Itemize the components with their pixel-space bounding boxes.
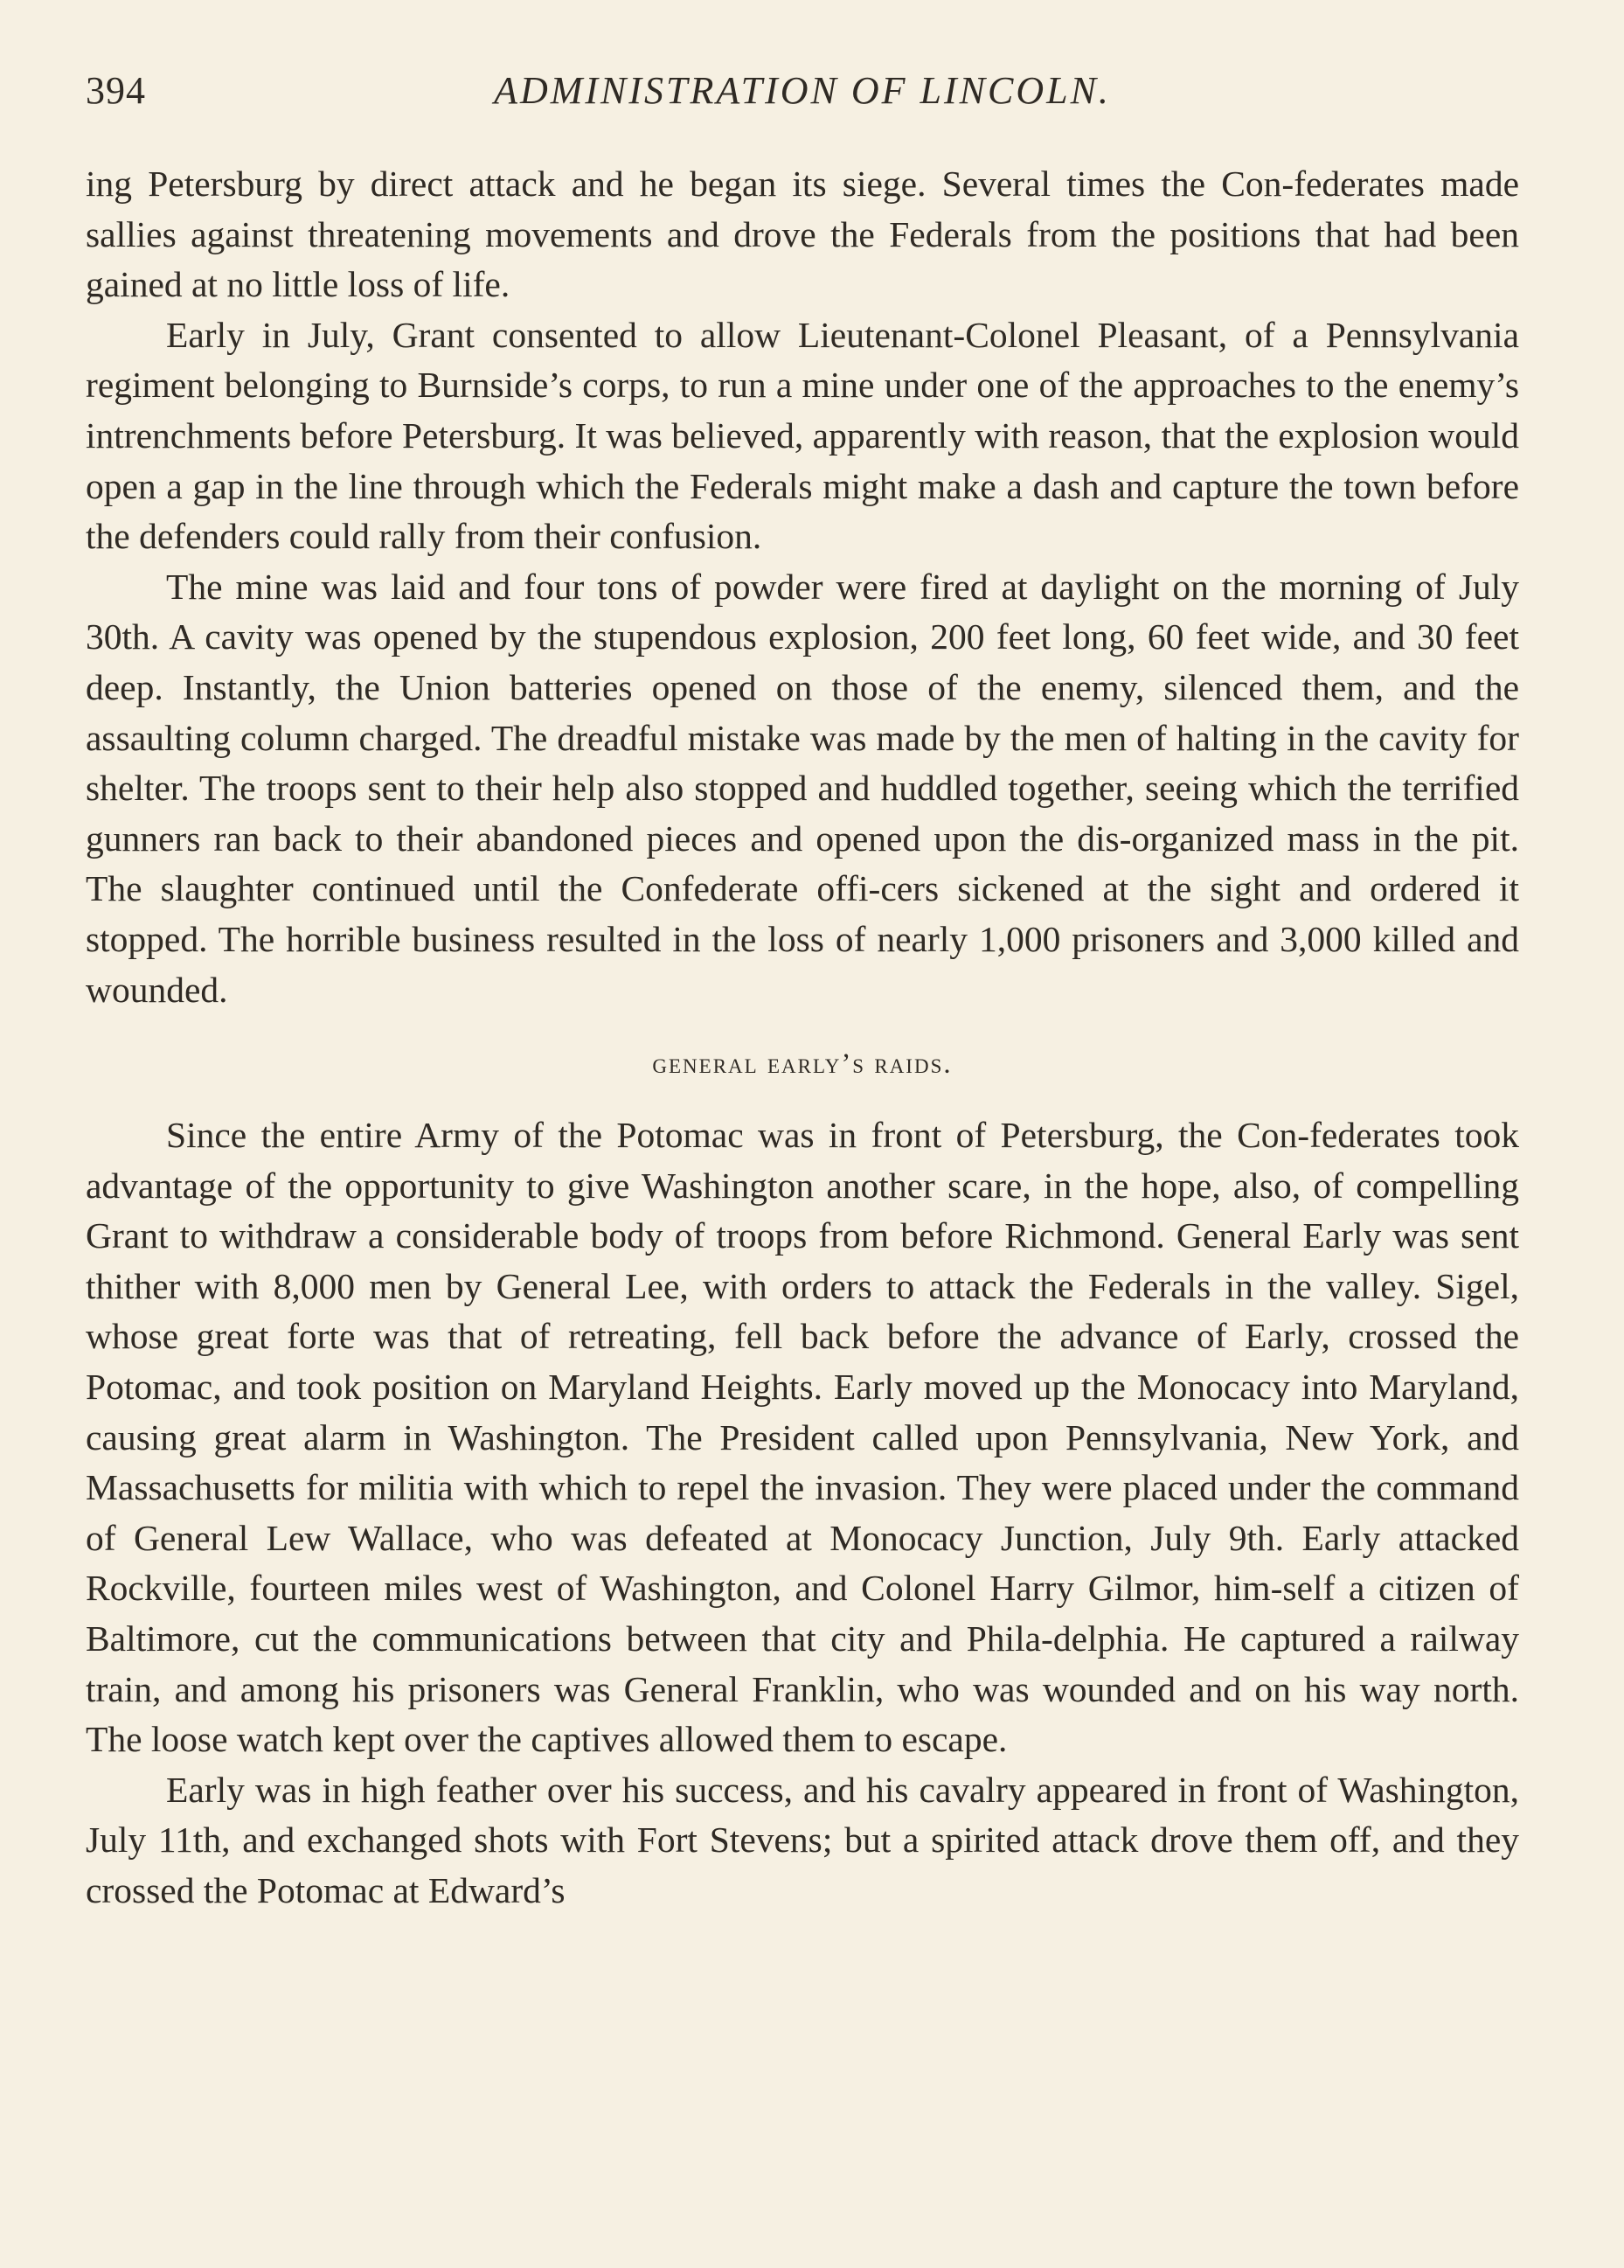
paragraph-early-raids: Since the entire Army of the Potomac was in front of Petersburg, the Con-federates took advantage of the opportunity to give Washington another scare, in the hope, also, of compelling Grant to withdraw a considerable body of troops from before Richmond. General Early was sent thither with 8,000 men by General Lee, with orders to attack the Federals in the valley. Sigel, whose great forte was that of retreating, fell back before the advance of Early, crossed the Potomac, and took position on Maryland Heights. Early moved up the Monocacy into Maryland, causing great alarm in Washington. The President called upon Pennsylvania, New York, and Massachusetts for militia with which to repel the invasion. They were placed under the command of General Lew Wallace, who was defeated at Monocacy Junction, July 9th. Early attacked Rockville, fourteen miles west of Washington, and Colonel Harry Gilmor, him-self a citizen of Baltimore, cut the communications between that city and Phila-delphia. He captured a railway train, and among his prisoners was General Franklin, who was wounded and on his way north. The loose watch kept over the captives allowed them to escape. xyxy=(86,1115,1519,1760)
paragraph-continued: ing Petersburg by direct attack and he began its siege. Several times the Con-federates made sallies against threatening movements and drove the Federals from the positions that had been gained at no little loss of life. xyxy=(86,163,1519,305)
paragraph-mine-plan: Early in July, Grant consented to allow Lieutenant-Colonel Pleasant, of a Pennsylvania regiment belonging to Burnside’s corps, to run a mine under one of the approaches to the enemy’s intrenchments before Petersburg. It was believed, apparently with reason, that the explosion would open a gap in the line through which the Federals might make a dash and capture the town before the defenders could rally from their confusion. xyxy=(86,314,1519,557)
running-head xyxy=(86,68,1519,129)
paragraph-early-washington: Early was in high feather over his success, and his cavalry appeared in front of Washington, July 11th, and exchanged shots with Fort Stevens; but a spirited attack drove them off, and they crossed the Potomac at Edward’s xyxy=(86,1769,1519,1910)
paragraph-mine-explosion: The mine was laid and four tons of powder were fired at daylight on the morning of July 30th. A cavity was opened by the stupendous explosion, 200 feet long, 60 feet wide, and 30 feet deep. Instantly, the Union batteries opened on those of the enemy, silenced them, and the assaulting column charged. The dreadful mistake was made by the men of halting in the cavity for shelter. The troops sent to their help also stopped and huddled together, seeing which the terrified gunners ran back to their abandoned pieces and opened upon the dis-organized mass in the pit. The slaughter continued until the Confederate offi-cers sickened at the sight and ordered it stopped. The horrible business resulted in the loss of nearly 1,000 prisoners and 3,000 killed and wounded. xyxy=(86,566,1519,1010)
running-title: ADMINISTRATION OF LINCOLN. xyxy=(494,69,1111,112)
page-number: 394 xyxy=(86,69,146,112)
section-heading: general early’s raids. xyxy=(652,1048,953,1081)
